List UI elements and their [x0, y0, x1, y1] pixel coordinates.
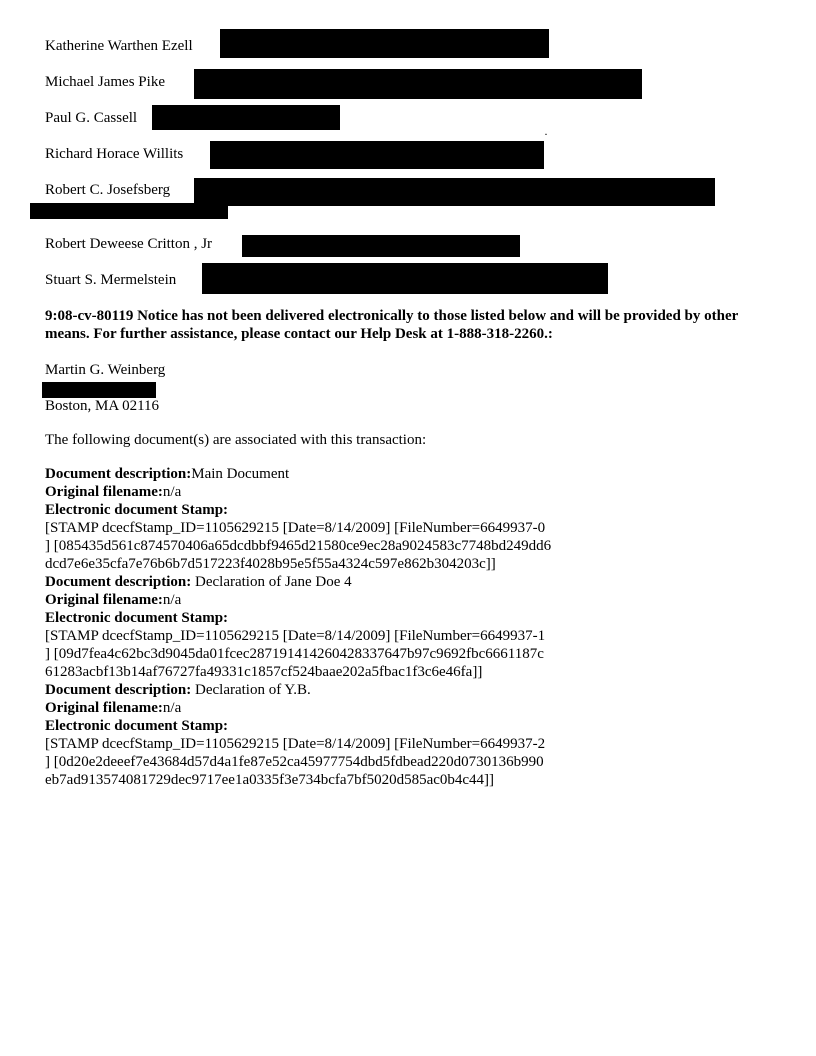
redaction-block	[202, 263, 608, 294]
document-entry	[45, 465, 289, 483]
stamp-line: [STAMP dcecfStamp_ID=1105629215 [Date=8/14/2009] [FileNumber=6649937-2	[45, 736, 546, 752]
recipient-name: Richard Horace Willits	[45, 146, 184, 162]
recipient-name: Martin G. Weinberg	[45, 362, 166, 378]
redaction-block	[220, 29, 549, 58]
stamp-line: ] [09d7fea4c62bc3d9045da01fcec287191414260428337647b97c9692fbc6661187c	[45, 646, 544, 662]
description-value: Declaration of Jane Doe 4	[191, 574, 352, 590]
recipient-name: Katherine Warthen Ezell	[45, 38, 193, 54]
recipient-name: Michael James Pike	[45, 74, 165, 90]
redaction-block	[210, 141, 544, 169]
stamp-label: Electronic document Stamp:	[45, 502, 229, 518]
stamp-label: Electronic document Stamp:	[45, 610, 229, 626]
document-entry	[45, 573, 352, 591]
recipient-name: Stuart S. Mermelstein	[45, 272, 177, 288]
stamp-line: ] [0d20e2deeef7e43684d57d4a1fe87e52ca45977754dbd5fdbead220d0730136b990	[45, 754, 544, 770]
recipient-name: Robert C. Josefsberg	[45, 182, 171, 198]
filename-value: n/a	[162, 484, 182, 500]
redaction-block	[194, 178, 715, 206]
description-label: Document description:	[45, 466, 192, 482]
stamp-line: dcd7e6e35cfa7e76b6b7d517223f4028b95e5f55a4324c597e862b304203c]]	[45, 556, 496, 572]
filename-label: Original filename:	[45, 592, 163, 608]
stamp-line: eb7ad913574081729dec9717ee1a0335f3e734bcfa7bf5020d585ac0b4c44]]	[45, 772, 495, 788]
redaction-block	[30, 203, 228, 219]
redaction-block	[194, 69, 642, 99]
stamp-line: 61283acbf13b14af76727fa49331c1857cf524baae202a5fbac1f3c6e46fa]]	[45, 664, 483, 680]
stamp-line: [STAMP dcecfStamp_ID=1105629215 [Date=8/14/2009] [FileNumber=6649937-1	[45, 628, 546, 644]
filename-value: n/a	[162, 592, 182, 608]
recipient-address: Boston, MA 02116	[45, 398, 160, 414]
recipient-name: Paul G. Cassell	[45, 110, 138, 126]
filename-label: Original filename:	[45, 700, 163, 716]
recipient-name: Robert Deweese Critton , Jr	[45, 236, 213, 252]
redaction-block	[242, 235, 520, 257]
description-value: Main Document	[191, 466, 290, 482]
filename-value: n/a	[162, 700, 182, 716]
notice-text: 9:08-cv-80119 Notice has not been delivered electronically to those listed below and will be provided by other means. For further assistance, please contact our Help Desk at 1-888-318-2260.:	[45, 308, 739, 342]
stamp-line: [STAMP dcecfStamp_ID=1105629215 [Date=8/14/2009] [FileNumber=6649937-0	[45, 520, 546, 536]
associated-intro: The following document(s) are associated with this transaction:	[45, 432, 427, 448]
redaction-block	[152, 105, 340, 130]
stray-mark: ·	[544, 127, 548, 141]
description-label: Document description:	[45, 574, 192, 590]
filename-label: Original filename:	[45, 484, 163, 500]
stamp-line: ] [085435d561c874570406a65dcdbbf9465d21580ce9ec28a9024583c7748bd249dd6	[45, 538, 552, 554]
stamp-label: Electronic document Stamp:	[45, 718, 229, 734]
description-value: Declaration of Y.B.	[191, 682, 311, 698]
document-entry	[45, 681, 311, 699]
description-label: Document description:	[45, 682, 192, 698]
redaction-block	[42, 382, 156, 398]
